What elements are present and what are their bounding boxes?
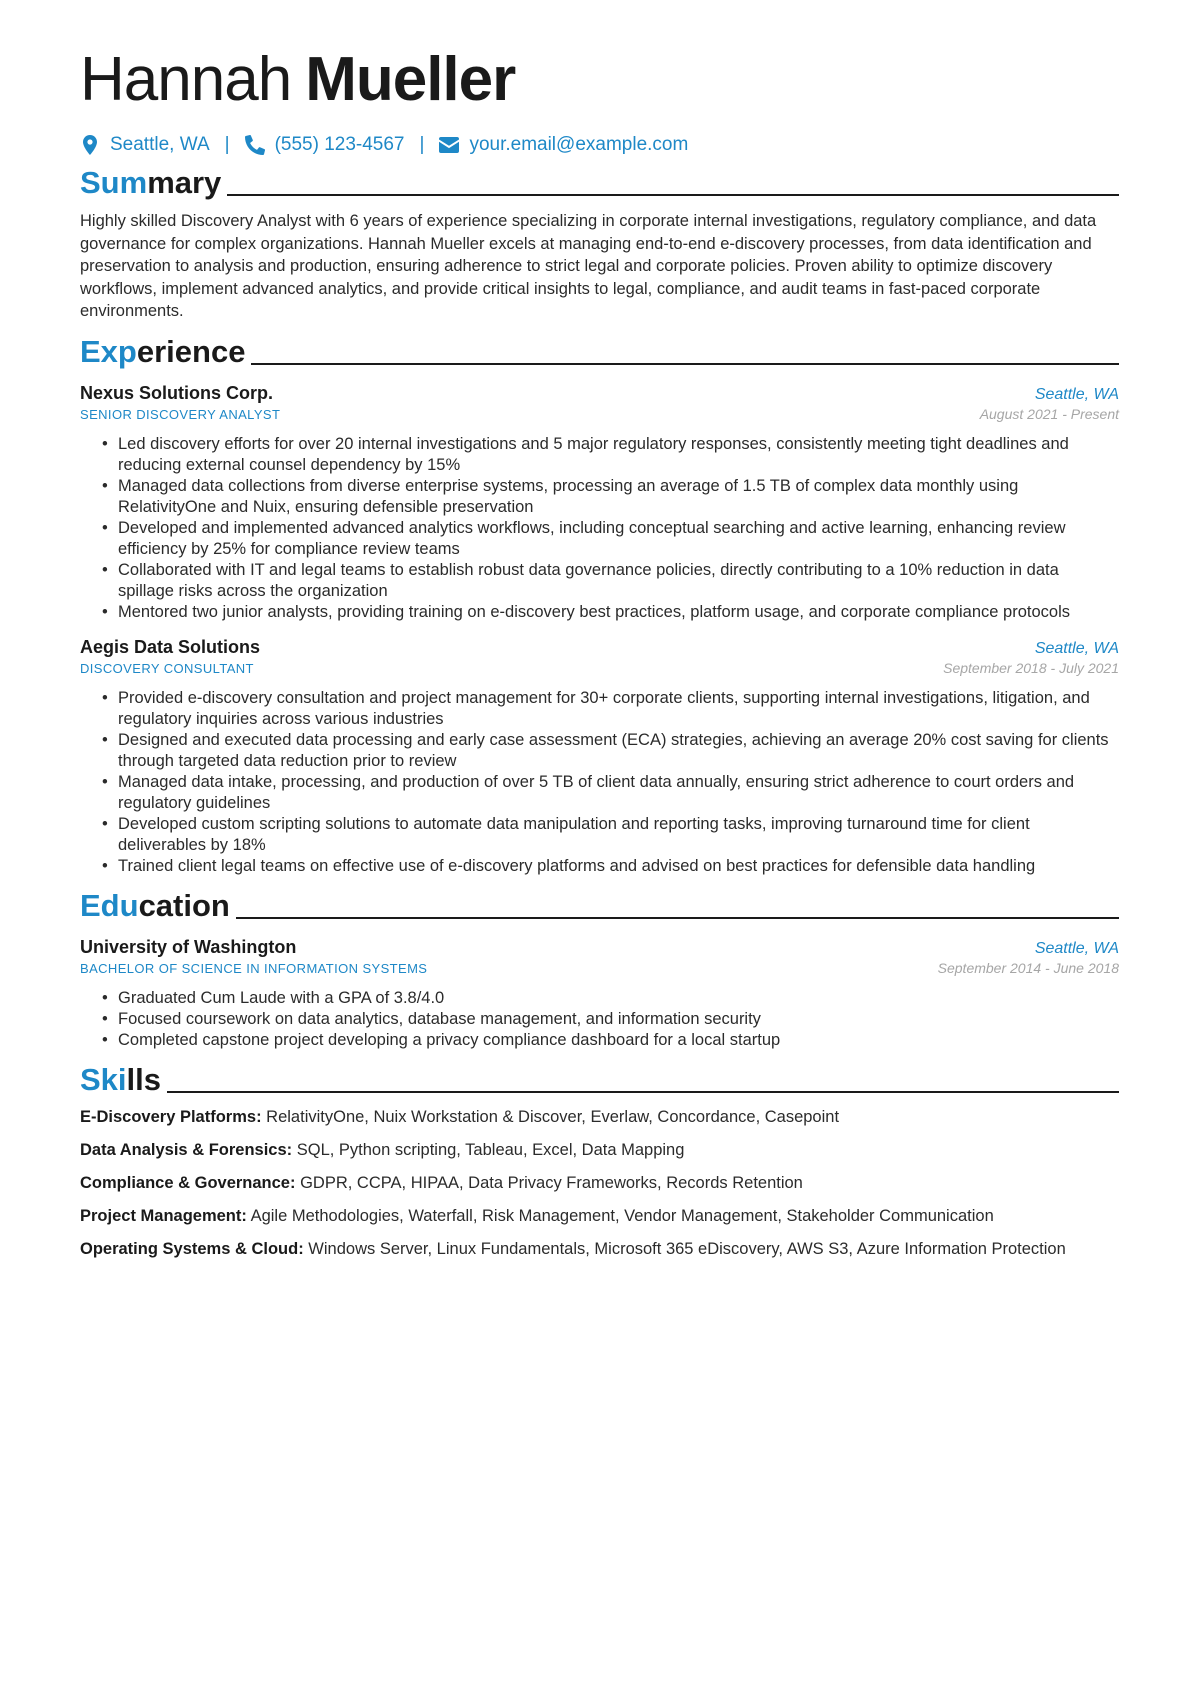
phone-link[interactable]: (555) 123-4567 <box>274 134 405 155</box>
list-item: • Mentored two junior analysts, providing training on e-discovery best practices, platform usage, and corporate compliance protocols <box>118 602 1119 623</box>
separator: | <box>224 134 230 155</box>
job-entry <box>80 637 1119 877</box>
education-dates: September 2014 - June 2018 <box>937 959 1119 976</box>
education-bullets <box>80 988 1119 1051</box>
section-title: Experience <box>80 333 246 369</box>
skill-row <box>80 1239 1119 1260</box>
list-item: • Developed and implemented advanced analytics workflows, including conceptual searching and active learning, enhancing review efficiency by 25% for compliance review teams <box>118 518 1119 560</box>
last-name: Mueller <box>305 45 516 114</box>
education-heading <box>80 889 1119 923</box>
section-title: Skills <box>80 1061 161 1097</box>
email-link[interactable]: your.email@example.com <box>469 134 689 155</box>
skill-values: Windows Server, Linux Fundamentals, Microsoft 365 eDiscovery, AWS S3, Azure Information Protection <box>308 1239 1066 1258</box>
list-item: • Collaborated with IT and legal teams to establish robust data governance policies, directly contributing to a 10% reduction in data spillage risks across the organization <box>118 560 1119 602</box>
first-name: Hannah <box>80 45 292 114</box>
company-name: Nexus Solutions Corp. <box>80 382 274 403</box>
skill-row <box>80 1206 1119 1227</box>
list-item: • Managed data intake, processing, and production of over 5 TB of client data annually, ensuring strict adherence to court orders and regulatory guidelines <box>118 772 1119 814</box>
list-item: • Led discovery efforts for over 20 internal investigations and 5 major regulatory responses, consistently meeting tight deadlines and reducing external counsel dependency by 15% <box>118 434 1119 476</box>
skills-heading <box>80 1063 1119 1097</box>
candidate-name <box>80 40 1119 120</box>
skill-row <box>80 1107 1119 1128</box>
skill-row <box>80 1173 1119 1194</box>
job-bullets <box>80 434 1119 623</box>
separator: | <box>419 134 425 155</box>
skill-category: Compliance & Governance: <box>80 1173 296 1192</box>
phone-icon <box>245 134 265 156</box>
school-location: Seattle, WA <box>1034 939 1119 957</box>
list-item: • Completed capstone project developing a privacy compliance dashboard for a local startup <box>118 1030 1119 1051</box>
experience-heading <box>80 335 1119 369</box>
summary-heading <box>80 166 1119 200</box>
skills-list <box>80 1107 1119 1260</box>
skill-values: SQL, Python scripting, Tableau, Excel, Data Mapping <box>296 1140 685 1159</box>
section-title: Summary <box>80 165 222 200</box>
skill-values: RelativityOne, Nuix Workstation & Discover, Everlaw, Concordance, Casepoint <box>266 1107 840 1126</box>
job-location: Seattle, WA <box>1034 639 1119 657</box>
location-text: Seattle, WA <box>110 134 210 155</box>
envelope-icon <box>439 134 459 156</box>
contact-line <box>80 134 1119 156</box>
job-entry <box>80 383 1119 623</box>
list-item: • Focused coursework on data analytics, database management, and information security <box>118 1009 1119 1030</box>
skill-category: E-Discovery Platforms: <box>80 1107 262 1126</box>
skill-row <box>80 1140 1119 1161</box>
skill-category: Project Management: <box>80 1206 247 1225</box>
skill-values: Agile Methodologies, Waterfall, Risk Management, Vendor Management, Stakeholder Communication <box>250 1206 994 1225</box>
degree: BACHELOR OF SCIENCE IN INFORMATION SYSTEMS <box>80 960 428 976</box>
summary-text: Highly skilled Discovery Analyst with 6 years of experience specializing in corporate internal investigations, regulatory compliance, and data governance for complex organizations. Hannah Mueller excels at managing end-to-end e-discovery processes, from data identification and preservation to analysis and production, ensuring adherence to strict legal and corporate policies. Proven ability to optimize discovery workflows, implement advanced analytics, and provide critical insights to legal, compliance, and audit teams in fast-paced corporate environments. <box>80 212 1097 320</box>
job-dates: August 2021 - Present <box>979 405 1119 422</box>
job-bullets <box>80 688 1119 877</box>
education-entry <box>80 937 1119 1051</box>
company-name: Aegis Data Solutions <box>80 636 261 657</box>
job-dates: September 2018 - July 2021 <box>943 659 1119 676</box>
skill-values: GDPR, CCPA, HIPAA, Data Privacy Frameworks, Records Retention <box>300 1173 803 1192</box>
skill-category: Operating Systems & Cloud: <box>80 1239 304 1258</box>
map-marker-icon <box>80 134 100 156</box>
section-rule <box>167 1091 1119 1093</box>
section-rule <box>251 363 1119 365</box>
school-name: University of Washington <box>80 936 297 957</box>
skill-category: Data Analysis & Forensics: <box>80 1140 293 1159</box>
job-title: SENIOR DISCOVERY ANALYST <box>80 406 281 422</box>
section-title: Education <box>80 887 230 923</box>
list-item: • Trained client legal teams on effective use of e-discovery platforms and advised on best practices for defensible data handling <box>118 856 1119 877</box>
list-item: • Developed custom scripting solutions to automate data manipulation and reporting tasks, improving turnaround time for client deliverables by 18% <box>118 814 1119 856</box>
job-location: Seattle, WA <box>1034 385 1119 403</box>
list-item: • Managed data collections from diverse enterprise systems, processing an average of 1.5 TB of complex data monthly using RelativityOne and Nuix, ensuring defensible preservation <box>118 476 1119 518</box>
section-rule <box>227 194 1119 196</box>
list-item: • Graduated Cum Laude with a GPA of 3.8/4.0 <box>118 988 1119 1009</box>
job-title: DISCOVERY CONSULTANT <box>80 660 254 676</box>
list-item: • Provided e-discovery consultation and project management for 30+ corporate clients, supporting internal investigations, litigation, and regulatory inquiries across various industries <box>118 688 1119 730</box>
section-rule <box>236 917 1119 919</box>
list-item: • Designed and executed data processing and early case assessment (ECA) strategies, achieving an average 20% cost saving for clients through targeted data reduction prior to review <box>118 730 1119 772</box>
